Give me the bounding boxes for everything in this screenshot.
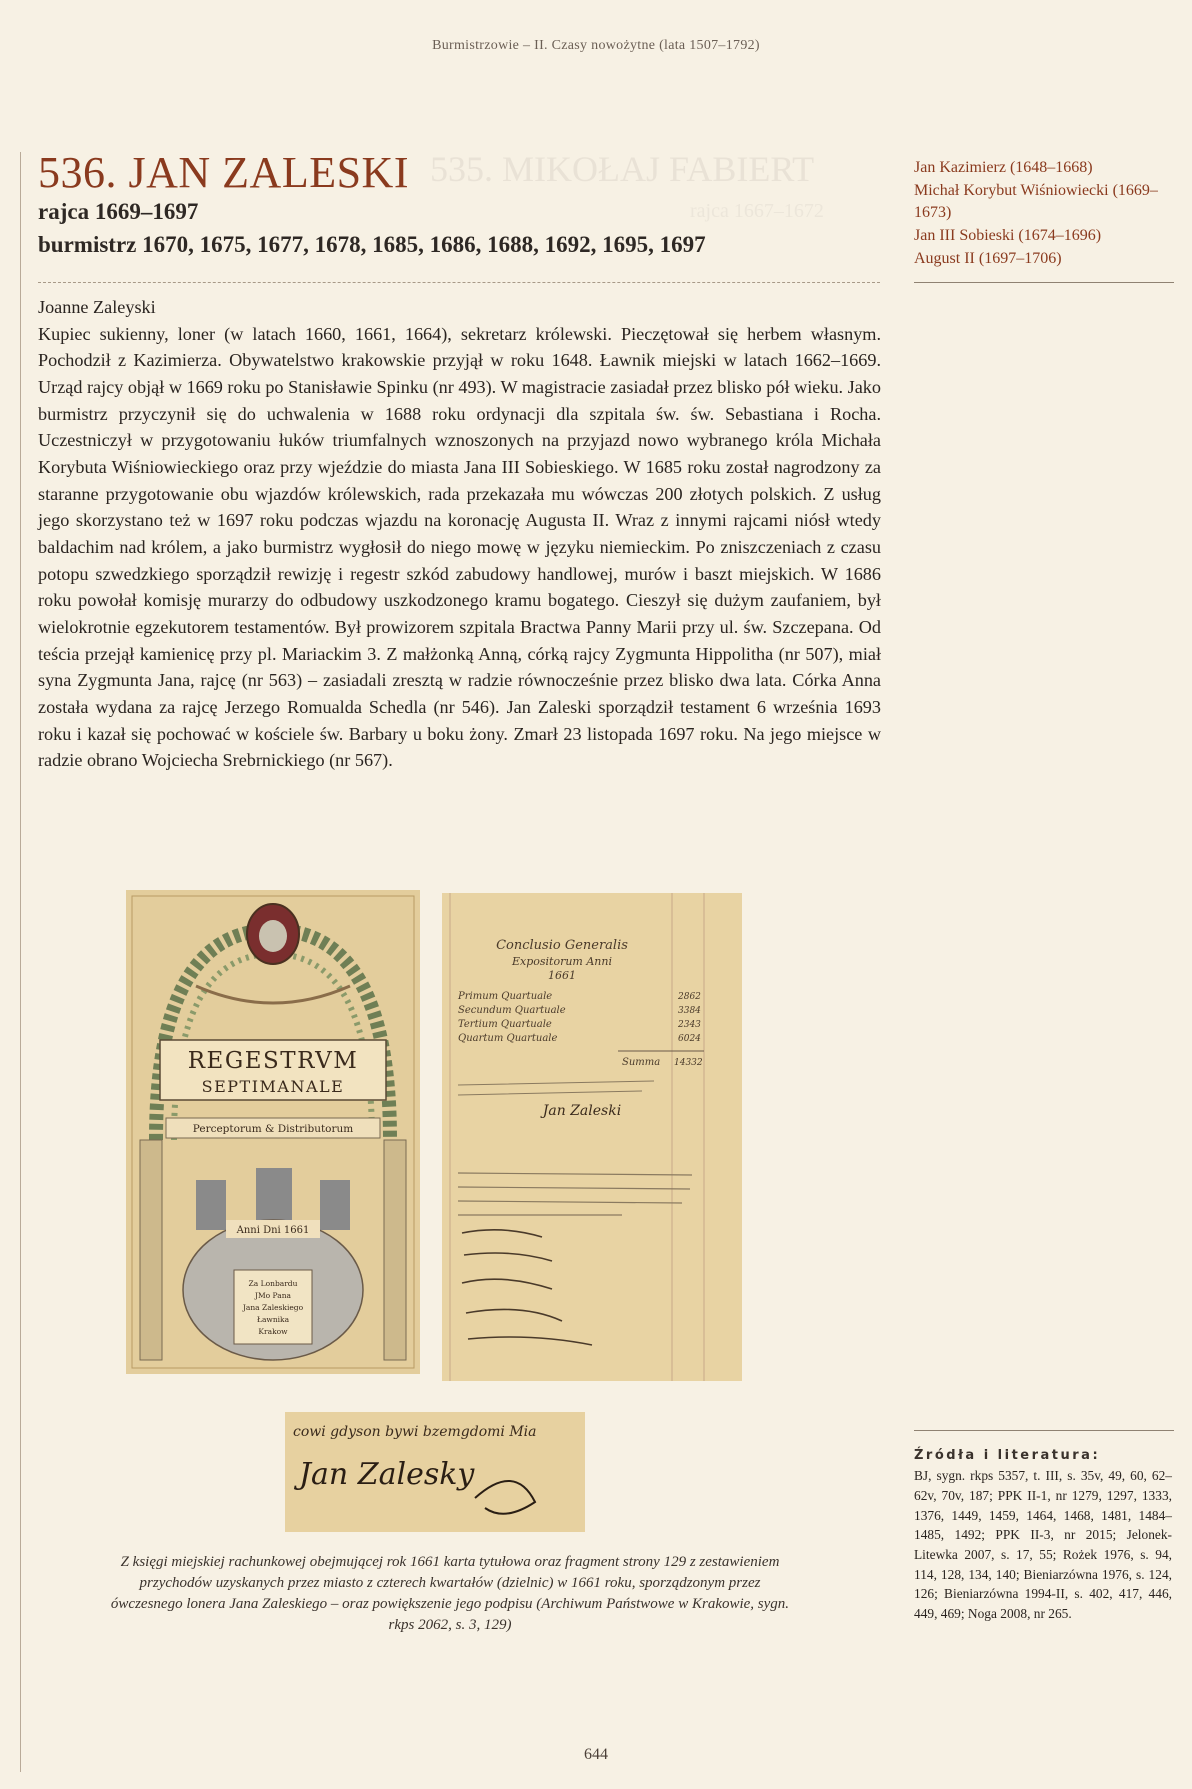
entry-header [38, 150, 888, 262]
sources [914, 1446, 1172, 1624]
office-rajca: rajca 1669–1697 [38, 199, 199, 225]
entry-title: 536. JAN ZALESKI [38, 148, 409, 197]
gate-line: Jana Zaleskiego [242, 1303, 304, 1312]
ledger-summa-label: Summa [622, 1057, 661, 1068]
ledger-row-label: Tertium Quartuale [458, 1019, 552, 1030]
gate-line: Ławnika [256, 1315, 290, 1324]
show-through-subtitle: rajca 1667–1672 [690, 200, 824, 222]
biography-text: Kupiec sukienny, loner (w latach 1660, 1661, 1664), sekretarz królewski. Pieczętował się herbem własnym. Pochodził z Kazimierza. Obywatelstwo krakowskie przyjął w roku 1648. Ławnik miejski w latach 1662–1669. Urząd rajcy objął w 1669 roku po Stanisławie Spinku (nr 493). W magistracie zasiadał przez blisko pół wieku. Jako burmistrz przyczynił się do uchwalenia w 1688 roku ordynacji dla szpitala św. św. Sebastiana i Rocha. Uczestniczył w przygotowaniu łuków triumfalnych wznoszonych na przyjazd nowo wybranego króla Michała Korybuta Wiśniowieckiego oraz przy wjeździe do miasta Jana III Sobieskiego. W 1685 roku został nagrodzony za staranne przygotowanie obu wjazdów królewskich, rada przekazała mu wówczas 200 złotych polskich. Z usług jego skorzystano też w 1697 roku podczas wjazdu na koronację Augusta II. Wraz z innymi rajcami niósł wtedy baldachim nad królem, a jako burmistrz wygłosił do niego mowę w języku niemieckim. Po zniszczeniach z czasu potopu szwedzkiego sporządził rewizję i regestr szkód zabudowy handlowej, murów i baszt miejskich. W 1686 roku powołał komisję murarzy do odbudowy uszkodzonego kramu bogatego. Cieszył się dużym zaufaniem, był wielokrotnie egzekutorem testamentów. Był prowizorem szpitala Bractwa Panny Marii przy ul. św. Szczepana. Od teścia przejął kamienicę przy pl. Mariackim 3. Z małżonką Anną, córką rajcy Zygmunta Hippolitha (nr 507), miał syna Zygmunta Jana, rajcę (nr 563) – zasiadali zresztą w radzie równocześnie przez blisko dwa lata. Córka Anna została wydana za rajcę Jerzego Romualda Schedla (nr 546). Jan Zaleski sporządził testament 6 września 1693 roku i kazał się pochować w kościele św. Barbary u boku żony. Zmarł 23 listopada 1697 roku. Na jego miejsce w radzie obrano Wojciecha Srebrnickiego (nr 567). [38, 323, 881, 771]
signature-line2: Jan Zalesky [299, 1457, 475, 1492]
title-page-image [126, 890, 420, 1374]
biography [38, 294, 881, 774]
ledger-heading-2: Expositorum Anni [511, 955, 613, 968]
figure-caption: Z księgi miejskiej rachunkowej obejmującej rok 1661 karta tytułowa oraz fragment strony 129 z zestawieniem przychodów uzyskanych przez miasto z czterech kwartałów (dzielnic) w 1661 roku, sporządzonym przez ówczesnego lonera Jana Zaleskiego – oraz powiększenie jego podpisu (Archiwum Państwowe w Krakowie, sygn. rkps 2062, s. 3, 129) [110, 1554, 790, 1633]
ledger-row-label: Primum Quartuale [458, 991, 553, 1002]
header-divider [38, 282, 880, 283]
king-item: Jan III Sobieski (1674–1696) [914, 227, 1102, 245]
left-margin-rule [20, 152, 21, 1772]
title-page-line3: Perceptorum & Distributorum [192, 1123, 354, 1135]
running-head: Burmistrzowie – II. Czasy nowożytne (lata 1507–1792) [432, 38, 760, 53]
sources-heading: Źródła i literatura: [914, 1448, 1101, 1463]
ledger-row-value: 3384 [678, 1006, 701, 1016]
ledger-heading-1: Conclusio Generalis [496, 938, 628, 953]
latin-name: Joanne Zaleyski [38, 297, 156, 317]
ledger-row-value: 2343 [678, 1020, 701, 1030]
title-page-year: Anni Dni 1661 [236, 1225, 310, 1236]
signature-illustration [285, 1412, 585, 1532]
ledger-row-value: 6024 [678, 1034, 701, 1044]
sources-divider [914, 1430, 1174, 1431]
title-page-line1: REGESTRVM [187, 1048, 359, 1074]
ledger-row-value: 2862 [678, 992, 701, 1002]
ledger-page-image [442, 893, 742, 1381]
king-item: Michał Korybut Wiśniowiecki (1669–1673) [914, 181, 1158, 222]
sources-text: BJ, sygn. rkps 5357, t. III, s. 35v, 49, 60, 62–62v, 70v, 187; PPK II-1, nr 1279, 1297, 1333, 1376, 1449, 1459, 1464, 1468, 1481, 1484–1485, 1492; PPK II-3, nr 2015; Jelonek-Litewka 2007, s. 17, 55; Rożek 1976, s. 94, 114, 128, 134, 140; Bieniarzówna 1976, s. 124, 126; Bieniarzówna 1994-II, s. 402, 417, 446, 449, 469; Noga 2008, nr 265. [914, 1468, 1172, 1622]
ledger-heading-3: 1661 [548, 969, 576, 982]
signature-line1: cowi gdyson bywi bzemgdomi Mia [293, 1424, 537, 1440]
sidebar-kings [914, 157, 1174, 271]
title-page-illustration [126, 890, 420, 1374]
king-item: Jan Kazimierz (1648–1668) [914, 159, 1093, 176]
ledger-row-label: Quartum Quartuale [458, 1033, 558, 1044]
gate-line: JMo Pana [254, 1291, 292, 1300]
page-number: 644 [584, 1746, 608, 1763]
ledger-row-label: Secundum Quartuale [458, 1005, 566, 1016]
gate-line: Za Lonbardu [248, 1279, 298, 1288]
ledger-page-illustration [442, 893, 742, 1381]
signature-image [285, 1412, 585, 1532]
king-item: August II (1697–1706) [914, 249, 1062, 267]
ledger-signature: Jan Zaleski [542, 1103, 622, 1119]
gate-line: Krakow [258, 1327, 288, 1336]
sidebar-divider [914, 282, 1174, 283]
title-page-line2: SEPTIMANALE [201, 1077, 345, 1096]
office-burmistrz: burmistrz 1670, 1675, 1677, 1678, 1685, 1686, 1688, 1692, 1695, 1697 [38, 231, 706, 257]
show-through-title: 535. MIKOŁAJ FABIERT [430, 149, 815, 189]
ledger-summa-value: 14332 [674, 1058, 703, 1068]
